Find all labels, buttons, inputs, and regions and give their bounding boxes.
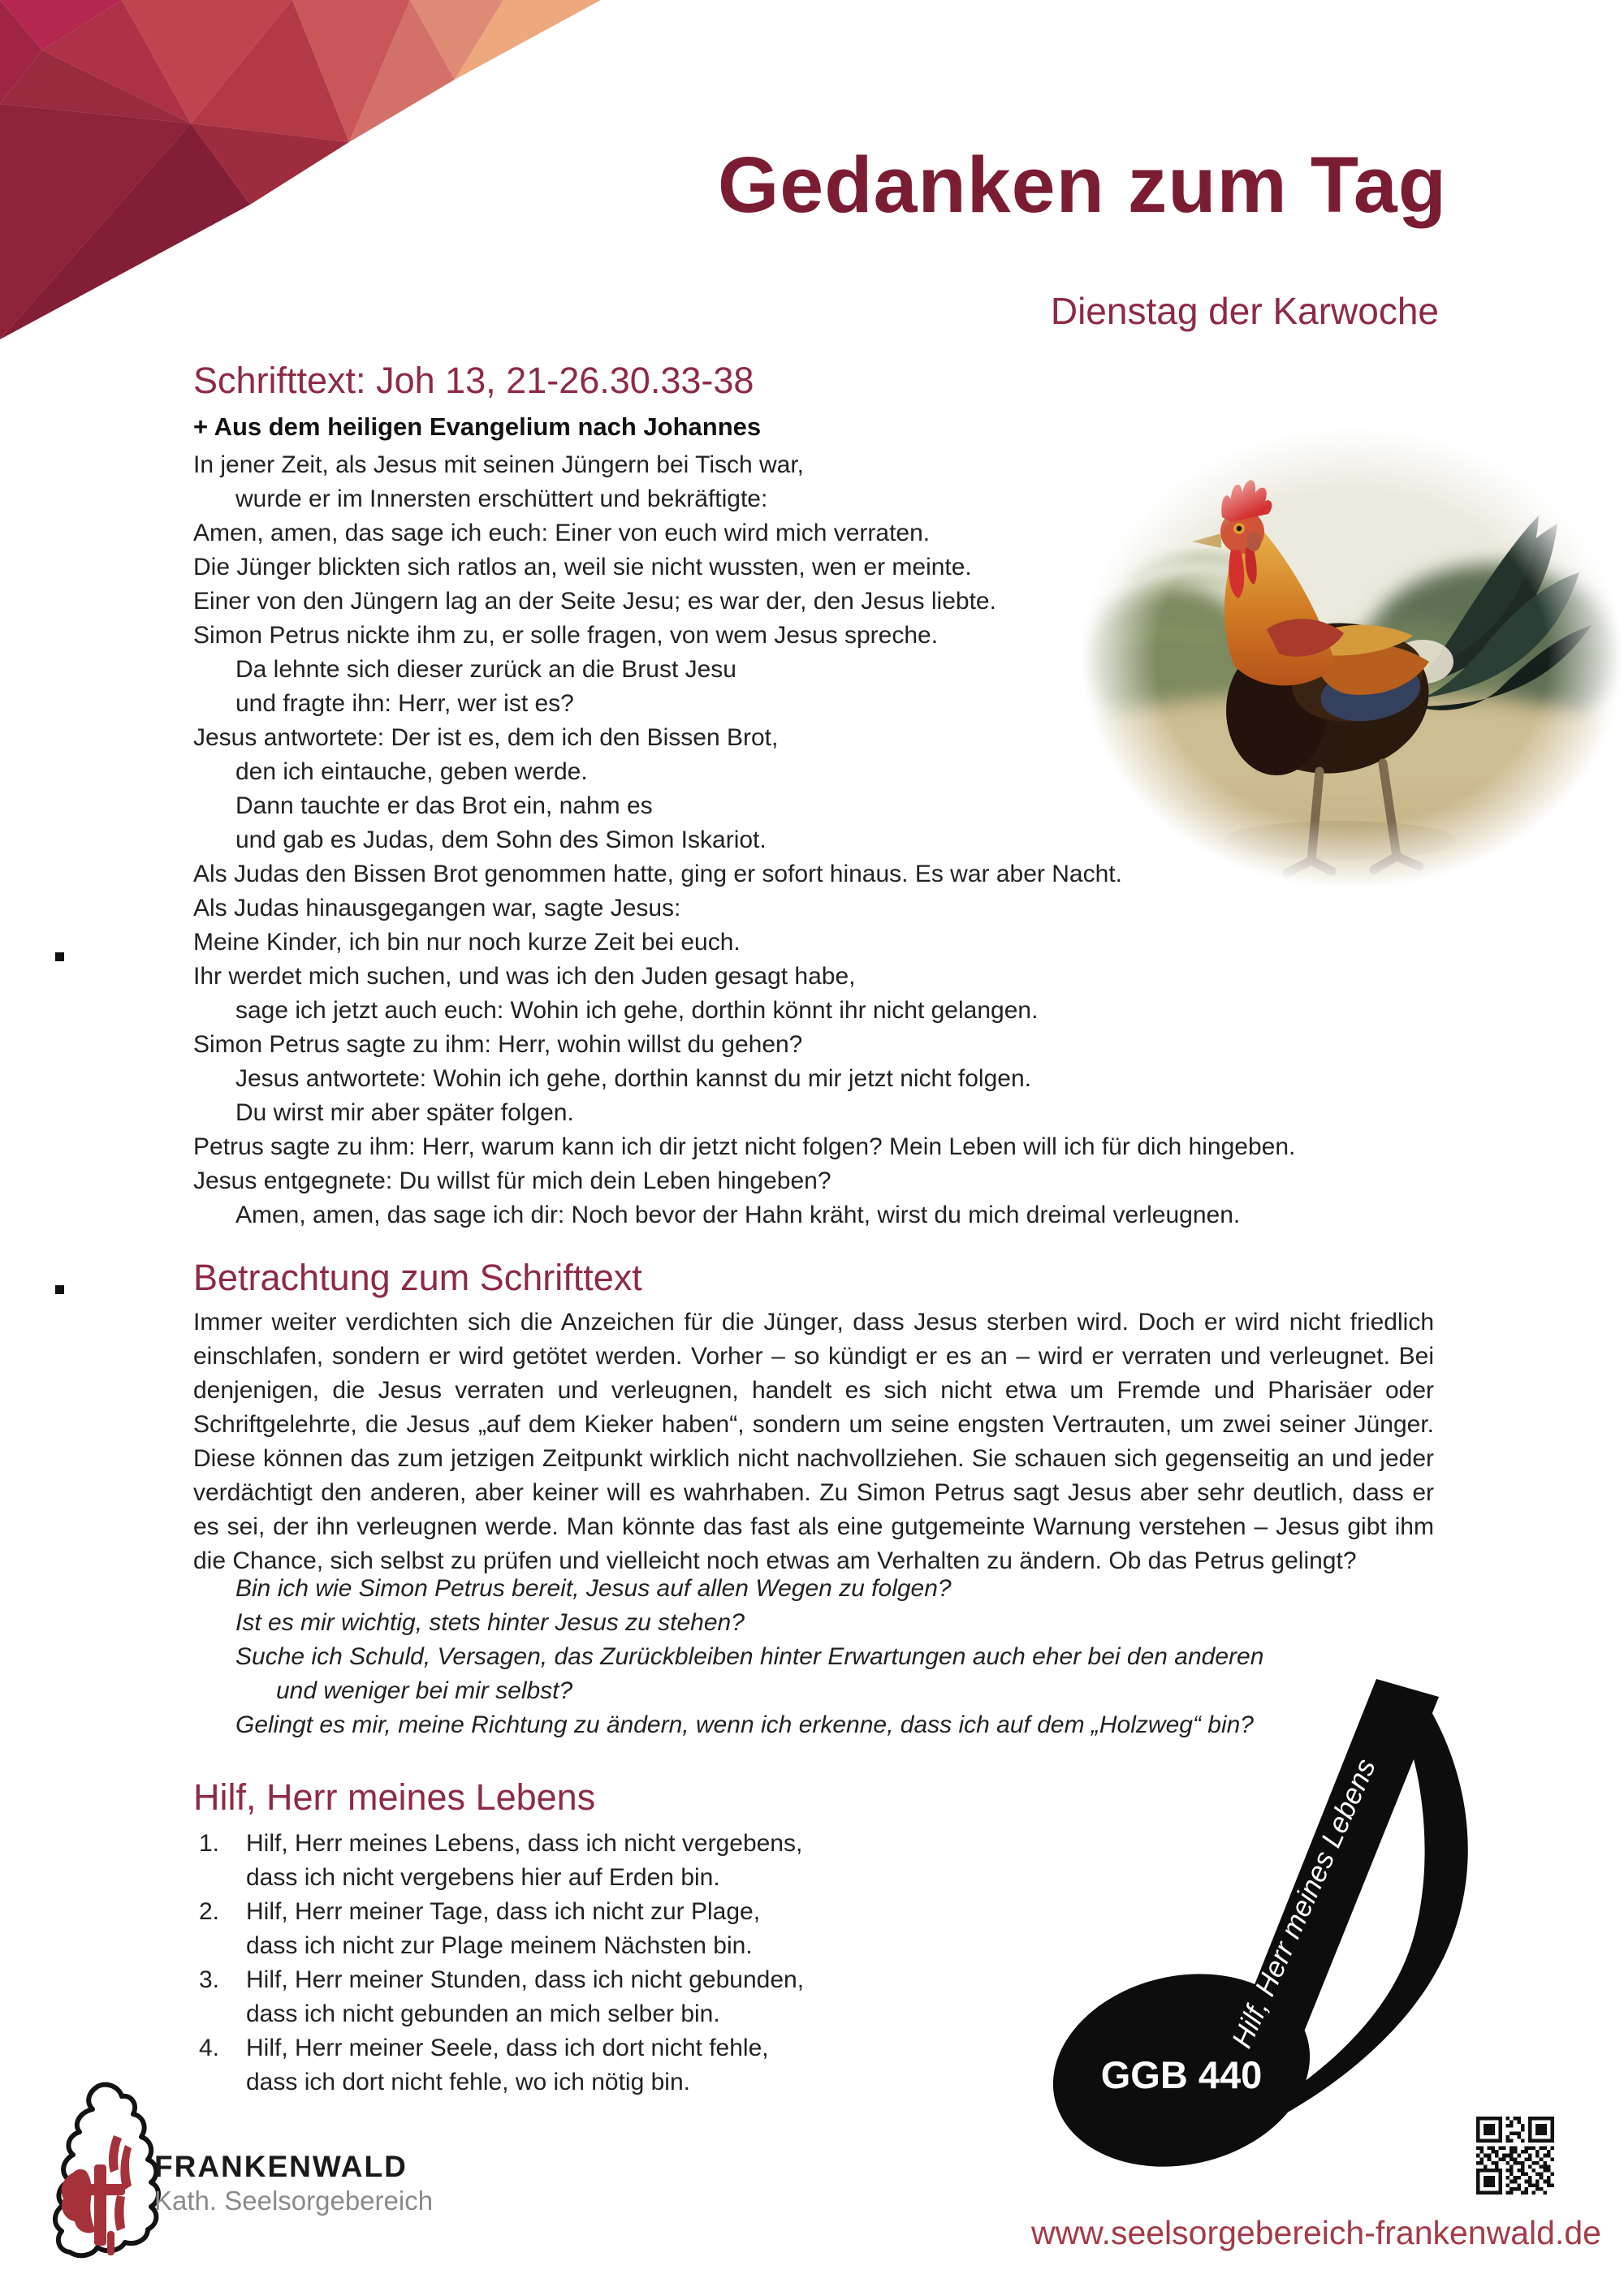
music-note-icon <box>1047 1640 1502 2176</box>
scripture-line: Einer von den Jüngern lag an der Seite Jesu; es war der, den Jesus liebte. <box>193 588 996 615</box>
hymn-verse-number: 2. <box>199 1898 220 1925</box>
margin-bullet-square <box>55 952 64 961</box>
frankenwald-logo <box>23 2077 173 2272</box>
scripture-line: Jesus antwortete: Der ist es, dem ich den Bissen Brot, <box>193 724 779 751</box>
page-title: Gedanken zum Tag <box>717 140 1447 229</box>
scripture-line: Ihr werdet mich suchen, und was ich den Juden gesagt habe, <box>193 963 856 990</box>
hymn-verse-line: dass ich dort nicht fehle, wo ich nötig bin. <box>246 2069 690 2095</box>
hymn-verse-text: Hilf, Herr meiner Seele, dass ich dort nicht fehle, <box>246 2035 769 2061</box>
reflection-question: und weniger bei mir selbst? <box>276 1677 573 1704</box>
hymn-verse-line <box>199 1827 804 1861</box>
page-subtitle: Dienstag der Karwoche <box>1050 290 1439 332</box>
hymn-verse-text: Hilf, Herr meines Lebens, dass ich nicht vergebens, <box>246 1830 803 1857</box>
qr-code <box>1476 2117 1554 2195</box>
scripture-line: Petrus sagte zu ihm: Herr, warum kann ich dir jetzt nicht folgen? Mein Leben will ich für dich hingeben. <box>193 1133 1296 1160</box>
margin-bullet-square <box>55 1285 64 1294</box>
scripture-line: Jesus entgegnete: Du willst für mich dein Leben hingeben? <box>193 1167 831 1194</box>
reflection-question: Bin ich wie Simon Petrus bereit, Jesus auf allen Wegen zu folgen? <box>235 1575 952 1602</box>
hymn-verse-text: Hilf, Herr meiner Stunden, dass ich nicht gebunden, <box>246 1966 805 1993</box>
hymn-verse-line: dass ich nicht vergebens hier auf Erden bin. <box>246 1864 720 1891</box>
scripture-line: Amen, amen, das sage ich dir: Noch bevor der Hahn kräht, wirst du mich dreimal verleugnen. <box>235 1202 1241 1228</box>
hymn-verse-number: 1. <box>199 1830 220 1857</box>
scripture-line: Als Judas den Bissen Brot genommen hatte, ging er sofort hinaus. Es war aber Nacht. <box>193 861 1122 887</box>
scripture-line: Amen, amen, das sage ich euch: Einer von euch wird mich verraten. <box>193 520 931 546</box>
website-link[interactable]: www.seelsorgebereich-frankenwald.de <box>1031 2214 1601 2251</box>
scripture-line: Simon Petrus sagte zu ihm: Herr, wohin willst du gehen? <box>193 1031 803 1058</box>
scripture-line: sage ich jetzt auch euch: Wohin ich gehe, dorthin könnt ihr nicht gelangen. <box>235 997 1039 1024</box>
scripture-line: und gab es Judas, dem Sohn des Simon Iskariot. <box>235 826 767 853</box>
hymn-verse-line <box>199 1963 804 1997</box>
reflection-heading: Betrachtung zum Schrifttext <box>193 1257 642 1298</box>
hymn-verse-line <box>199 2031 804 2065</box>
hymn-verse-number: 3. <box>199 1966 220 1993</box>
scripture-line: Die Jünger blickten sich ratlos an, weil sie nicht wussten, wen er meinte. <box>193 554 972 580</box>
hymn-verse-text: Hilf, Herr meiner Tage, dass ich nicht zur Plage, <box>246 1898 761 1925</box>
note-song-label: Hilf, Herr meines Lebens <box>1225 1754 1382 2053</box>
ggb-badge: GGB 440 <box>1100 2053 1263 2096</box>
reflection-question: Gelingt es mir, meine Richtung zu ändern, wenn ich erkenne, dass ich auf dem „Holzweg“ bin? <box>235 1711 1254 1738</box>
org-subtitle: Kath. Seelsorgebereich <box>154 2186 434 2216</box>
scripture-heading: Schrifttext: Joh 13, 21-26.30.33-38 <box>193 360 754 401</box>
hymn-verse-line: dass ich nicht gebunden an mich selber bin. <box>246 2000 720 2027</box>
scripture-line: Jesus antwortete: Wohin ich gehe, dorthin kannst du mir jetzt nicht folgen. <box>235 1065 1031 1092</box>
hymn-heading: Hilf, Herr meines Lebens <box>193 1776 596 1818</box>
scripture-line: wurde er im Innersten erschüttert und bekräftigte: <box>235 486 768 512</box>
reflection-question: Ist es mir wichtig, stets hinter Jesus zu stehen? <box>235 1609 745 1636</box>
scripture-line: Als Judas hinausgegangen war, sagte Jesus: <box>193 895 681 921</box>
reflection-question: Suche ich Schuld, Versagen, das Zurückbleiben hinter Erwartungen auch eher bei den anderen <box>235 1643 1264 1670</box>
scripture-line: den ich eintauche, geben werde. <box>235 758 588 785</box>
scripture-text-block <box>193 448 1295 1232</box>
scripture-line: und fragte ihn: Herr, wer ist es? <box>235 690 574 717</box>
scripture-line: Simon Petrus nickte ihm zu, er solle fragen, von wem Jesus spreche. <box>193 622 939 649</box>
scripture-line: Dann tauchte er das Brot ein, nahm es <box>235 792 653 819</box>
hymn-verses <box>199 1827 804 2100</box>
reflection-paragraph: Immer weiter verdichten sich die Anzeichen für die Jünger, dass Jesus sterben wird. Doch er wird nicht friedlich einschlafen, sondern er wird getötet werden. Vorher – so kündigt er es an – wird er verraten und verleugnet. Bei denjenigen, die Jesus verraten und verleugnen, handelt es sich nicht etwa um Fremde und Pharisäer oder Schriftgelehrte, die Jesus „auf dem Kieker haben“, sondern um seine engsten Vertrauten, um zwei seiner Jünger. Diese können das zum jetzigen Zeitpunkt wirklich nicht nachvollziehen. Sie schauen sich gegenseitig an und jeder verdächtigt den anderen, aber keiner will es wahrhaben. Zu Simon Petrus sagt Jesus aber sehr deutlich, dass er es sei, der ihn verleugnen werde. Man könnte das fast als eine gutgemeinte Warnung verstehen – Jesus gibt ihm die Chance, sich selbst zu prüfen und vielleicht noch etwas am Verhalten zu ändern. Ob das Petrus gelingt? <box>193 1309 1434 1574</box>
org-name: FRANKENWALD <box>154 2150 408 2183</box>
hymn-verse-number: 4. <box>199 2035 220 2061</box>
evangelium-intro: + Aus dem heiligen Evangelium nach Johannes <box>193 412 762 441</box>
scripture-line: In jener Zeit, als Jesus mit seinen Jüngern bei Tisch war, <box>193 451 805 478</box>
scripture-line: Da lehnte sich dieser zurück an die Brust Jesu <box>235 656 736 683</box>
hymn-verse-line: dass ich nicht zur Plage meinem Nächsten bin. <box>246 1932 753 1959</box>
hymn-verse-line <box>199 1895 804 1929</box>
scripture-line: Du wirst mir aber später folgen. <box>235 1099 574 1126</box>
scripture-line: Meine Kinder, ich bin nur noch kurze Zeit bei euch. <box>193 929 741 956</box>
